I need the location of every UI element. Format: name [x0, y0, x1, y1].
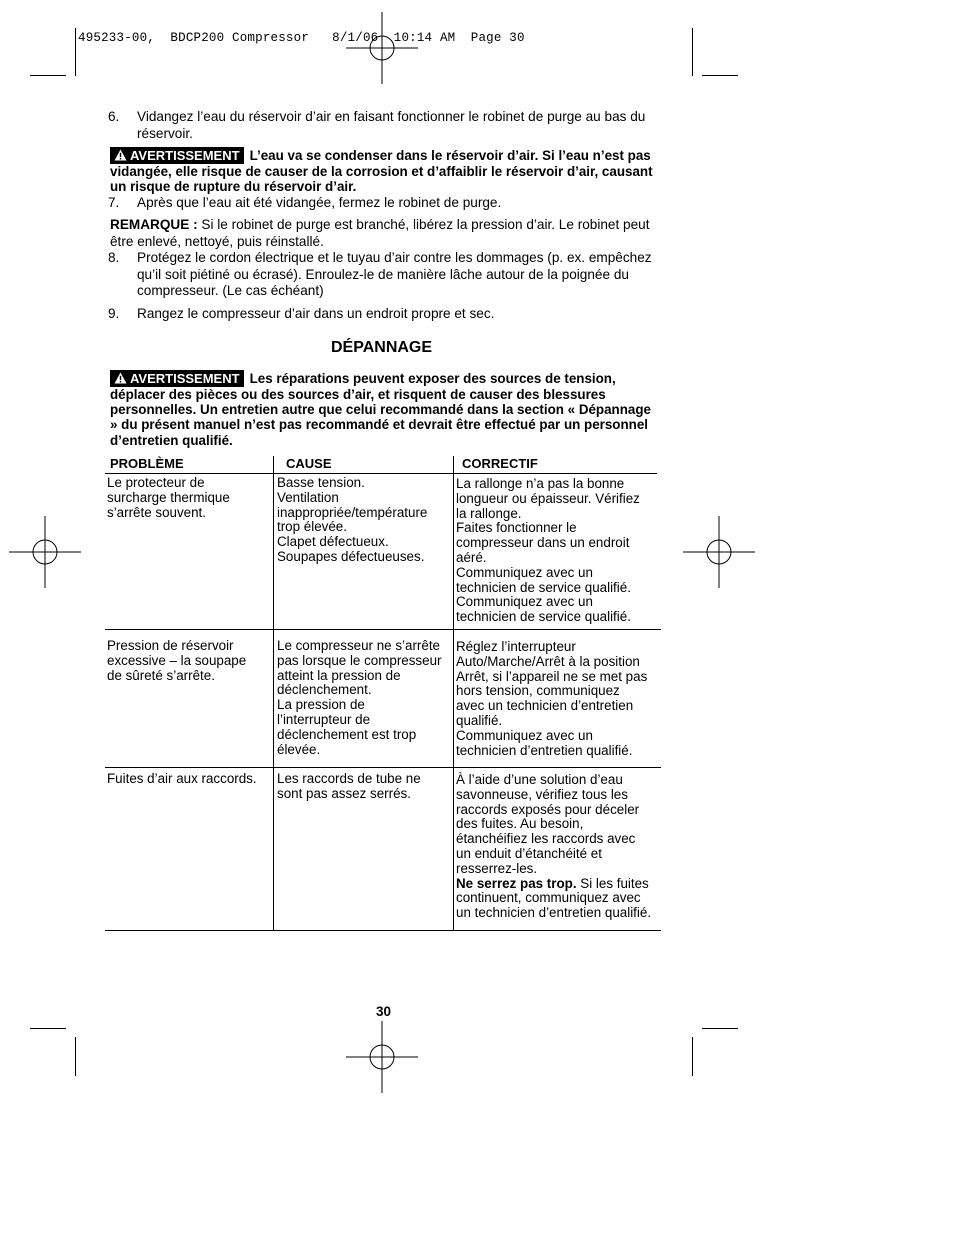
note-paragraph: [110, 217, 660, 250]
warning-badge: [110, 147, 244, 164]
warning-badge: [110, 370, 244, 387]
cell-cause: Basse tension. Ventilation inappropriée/température trop élevée. Clapet défectueux. Soupapes défectueuses.: [277, 475, 428, 564]
warning-badge-label: AVERTISSEMENT: [130, 371, 240, 386]
cell-cause: Le compresseur ne s’arrête pas lorsque le compresseur atteint la pression de déclenchement. La pression de l’interrupteur de déclenchement est trop élevée.: [277, 638, 442, 757]
warning-repairs: [110, 370, 660, 448]
warning-badge-label: AVERTISSEMENT: [130, 148, 240, 163]
cell-problem: Pression de réservoir excessive – la soupape de sûreté s’arrête.: [107, 638, 247, 683]
step-text: Après que l’eau ait été vidangée, fermez le robinet de purge.: [137, 195, 502, 210]
page-number: 30: [376, 1004, 392, 1019]
cell-cause: Les raccords de tube ne sont pas assez serrés.: [277, 771, 421, 801]
registration-mark-icon: [679, 512, 759, 592]
table-rule: [273, 456, 274, 931]
table-rule: [105, 767, 661, 768]
troubleshooting-table: [105, 456, 661, 931]
warning-triangle-icon: [114, 149, 127, 161]
registration-mark-icon: [5, 512, 85, 592]
cell-fix-emphasis: Ne serrez pas trop.: [456, 875, 577, 891]
cell-fix: La rallonge n’a pas la bonne longueur ou épaisseur. Vérifiez la rallonge. Faites fonctionner le compresseur dans un endroit aéré. Communiquez avec un technicien de service qualifié. Communiquez avec un technicien de service qualifié.: [456, 476, 640, 625]
step-text: Rangez le compresseur d’air dans un endroit propre et sec.: [137, 306, 495, 321]
warning-text: Les réparations peuvent exposer des sources de tension, déplacer des pièces ou des sources d’air, et risquent de causer des blessures personnelles. Un entretien autre que celui recommandé dans la section « Dépannage » du présent manuel n’est pas recommandé et devrait être effectué par un personnel d’entretien qualifié.: [110, 371, 651, 448]
registration-mark-icon: [342, 1017, 422, 1097]
column-header-cause: CAUSE: [286, 456, 332, 471]
cell-fix: [456, 773, 661, 921]
step-6: [108, 109, 660, 142]
warning-text: L’eau va se condenser dans le réservoir d’air. Si l’eau n’est pas vidangée, elle risque de causer de la corrosion et d’affaiblir le réservoir d’air, causant un risque de rupture du réservoir d’air.: [110, 148, 653, 195]
step-number: 9.: [108, 306, 120, 321]
cell-problem: Le protecteur de surcharge thermique s’arrête souvent.: [107, 475, 230, 520]
table-rule: [105, 629, 661, 630]
step-number: 6.: [108, 109, 120, 124]
table-rule: [105, 473, 657, 474]
section-title: DÉPANNAGE: [331, 339, 433, 356]
registration-mark-icon: [342, 8, 422, 88]
warning-condensation: [110, 147, 662, 194]
cell-fix-tail: Si les fuites continuent, communiquez avec un technicien d’entretien qualifié.: [456, 875, 652, 921]
step-9: [108, 306, 660, 323]
step-8: [108, 250, 660, 300]
table-rule: [453, 456, 454, 931]
cell-fix-text: À l’aide d’une solution d’eau savonneuse, vérifiez tous les raccords exposés pour déceler des fuites. Au besoin, étanchéifiez les raccords avec un enduit d’étanchéité et resserrez-les.: [456, 772, 640, 876]
step-text: Protégez le cordon électrique et le tuyau d’air contre les dommages (p. ex. empêchez qu’il soit piétiné ou écrasé). Enroulez-le de manière lâche autour de la poignée du compresseur. (Le cas échéant): [137, 250, 652, 299]
step-7: [108, 195, 660, 212]
column-header-problem: PROBLÈME: [110, 456, 184, 471]
step-text: Vidangez l’eau du réservoir d’air en faisant fonctionner le robinet de purge au bas du réservoir.: [137, 109, 646, 141]
step-number: 8.: [108, 250, 120, 265]
note-label: REMARQUE :: [110, 217, 198, 232]
warning-triangle-icon: [114, 372, 127, 384]
cell-fix: Réglez l’interrupteur Auto/Marche/Arrêt à la position Arrêt, si l’appareil ne se met pas hors tension, communiquez avec un technicien d’entretien qualifié. Communiquez avec un technicien d’entretien qualifié.: [456, 639, 648, 758]
step-number: 7.: [108, 195, 120, 210]
table-rule: [105, 930, 661, 931]
column-header-fix: CORRECTIF: [462, 456, 538, 471]
note-text: Si le robinet de purge est branché, libérez la pression d’air. Le robinet peut être enlevé, nettoyé, puis réinstallé.: [110, 217, 650, 249]
printer-slug: 495233-00, BDCP200 Compressor 8/1/06 10:14 AM Page 30: [78, 31, 525, 45]
cell-problem: Fuites d’air aux raccords.: [107, 771, 257, 786]
